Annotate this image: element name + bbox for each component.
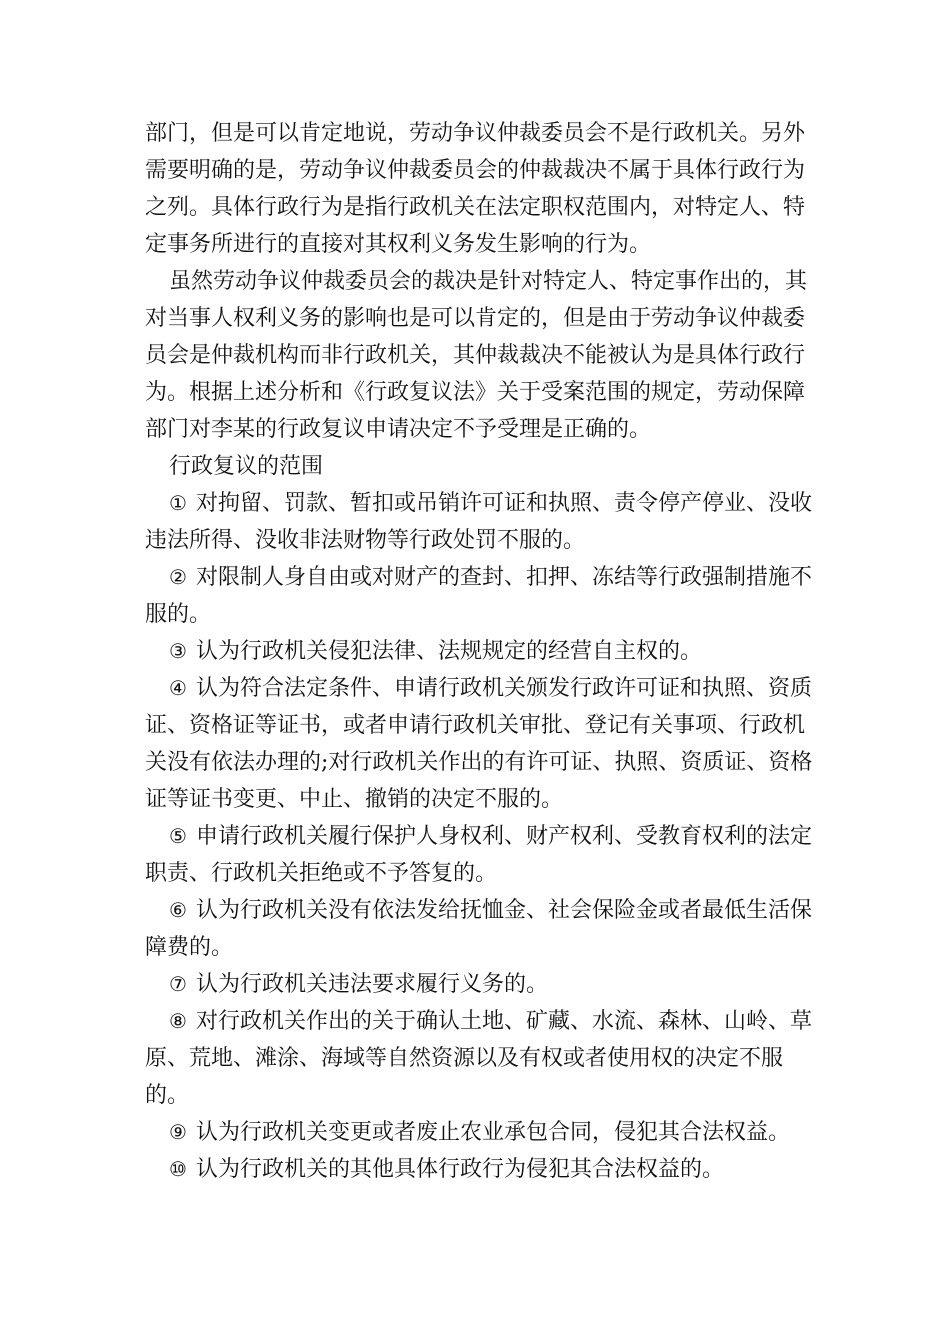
list-item [145, 1114, 815, 1151]
paragraph-2: 虽然劳动争议仲裁委员会的裁决是针对特定人、特定事作出的，其对当事人权利义务的影响也是可以肯定的，但是由于劳动争议仲裁委员会是仲裁机构而非行政机关，其仲裁裁决不能被认为是具体行政行为。根据上述分析和《行政复议法》关于受案范围的规定，劳动保障部门对李某的行政复议申请决定不予受理是正确的。 [145, 269, 808, 442]
item-text: 对限制人身自由或对财产的查封、扣押、冻结等行政强制措施不服的。 [145, 565, 813, 627]
list-item [145, 559, 815, 633]
list-item [145, 1151, 815, 1188]
list-item [145, 633, 815, 670]
item-number: ② [169, 565, 187, 589]
list-item [145, 818, 815, 892]
list-item [145, 670, 815, 818]
item-text: 申请行政机关履行保护人身权利、财产权利、受教育权利的法定职责、行政机关拒绝或不予答复的。 [145, 824, 813, 886]
item-text: 认为行政机关的其他具体行政行为侵犯其合法权益的。 [196, 1157, 725, 1182]
list-item [145, 1003, 815, 1114]
item-number: ⑤ [169, 824, 187, 848]
item-number: ⑩ [169, 1157, 187, 1181]
item-text: 认为行政机关没有依法发给抚恤金、社会保险金或者最低生活保障费的。 [145, 898, 813, 960]
section-title: 行政复议的范围 [169, 454, 324, 479]
item-text: 认为行政机关变更或者废止农业承包合同，侵犯其合法权益。 [196, 1120, 791, 1145]
item-number: ⑦ [169, 972, 187, 996]
item-number: ① [169, 491, 187, 515]
item-number: ③ [169, 639, 187, 663]
item-text: 认为行政机关侵犯法律、法规规定的经营自主权的。 [196, 639, 703, 664]
item-text: 对拘留、罚款、暂扣或吊销许可证和执照、责令停产停业、没收违法所得、没收非法财物等行政处罚不服的。 [145, 491, 813, 553]
list-item [145, 892, 815, 966]
item-number: ⑨ [169, 1120, 187, 1144]
item-number: ⑥ [169, 898, 187, 922]
item-number: ⑧ [169, 1009, 187, 1033]
item-number: ④ [169, 676, 187, 700]
paragraph-1: 部门，但是可以肯定地说，劳动争议仲裁委员会不是行政机关。另外需要明确的是，劳动争议仲裁委员会的仲裁裁决不属于具体行政行为之列。具体行政行为是指行政机关在法定职权范围内，对特定人、特定事务所进行的直接对其权利义务发生影响的行为。 [145, 121, 806, 257]
item-text: 认为行政机关违法要求履行义务的。 [196, 972, 549, 997]
list-item [145, 966, 815, 1003]
list-item [145, 485, 815, 559]
document-body [145, 115, 815, 1188]
item-text: 对行政机关作出的关于确认土地、矿藏、水流、森林、山岭、草原、荒地、滩涂、海域等自然资源以及有权或者使用权的决定不服的。 [145, 1009, 813, 1108]
item-text: 认为符合法定条件、申请行政机关颁发行政许可证和执照、资质证、资格证等证书，或者申请行政机关审批、登记有关事项、行政机关没有依法办理的;对行政机关作出的有许可证、执照、资质证、资格证等证书变更、中止、撤销的决定不服的。 [145, 676, 813, 812]
